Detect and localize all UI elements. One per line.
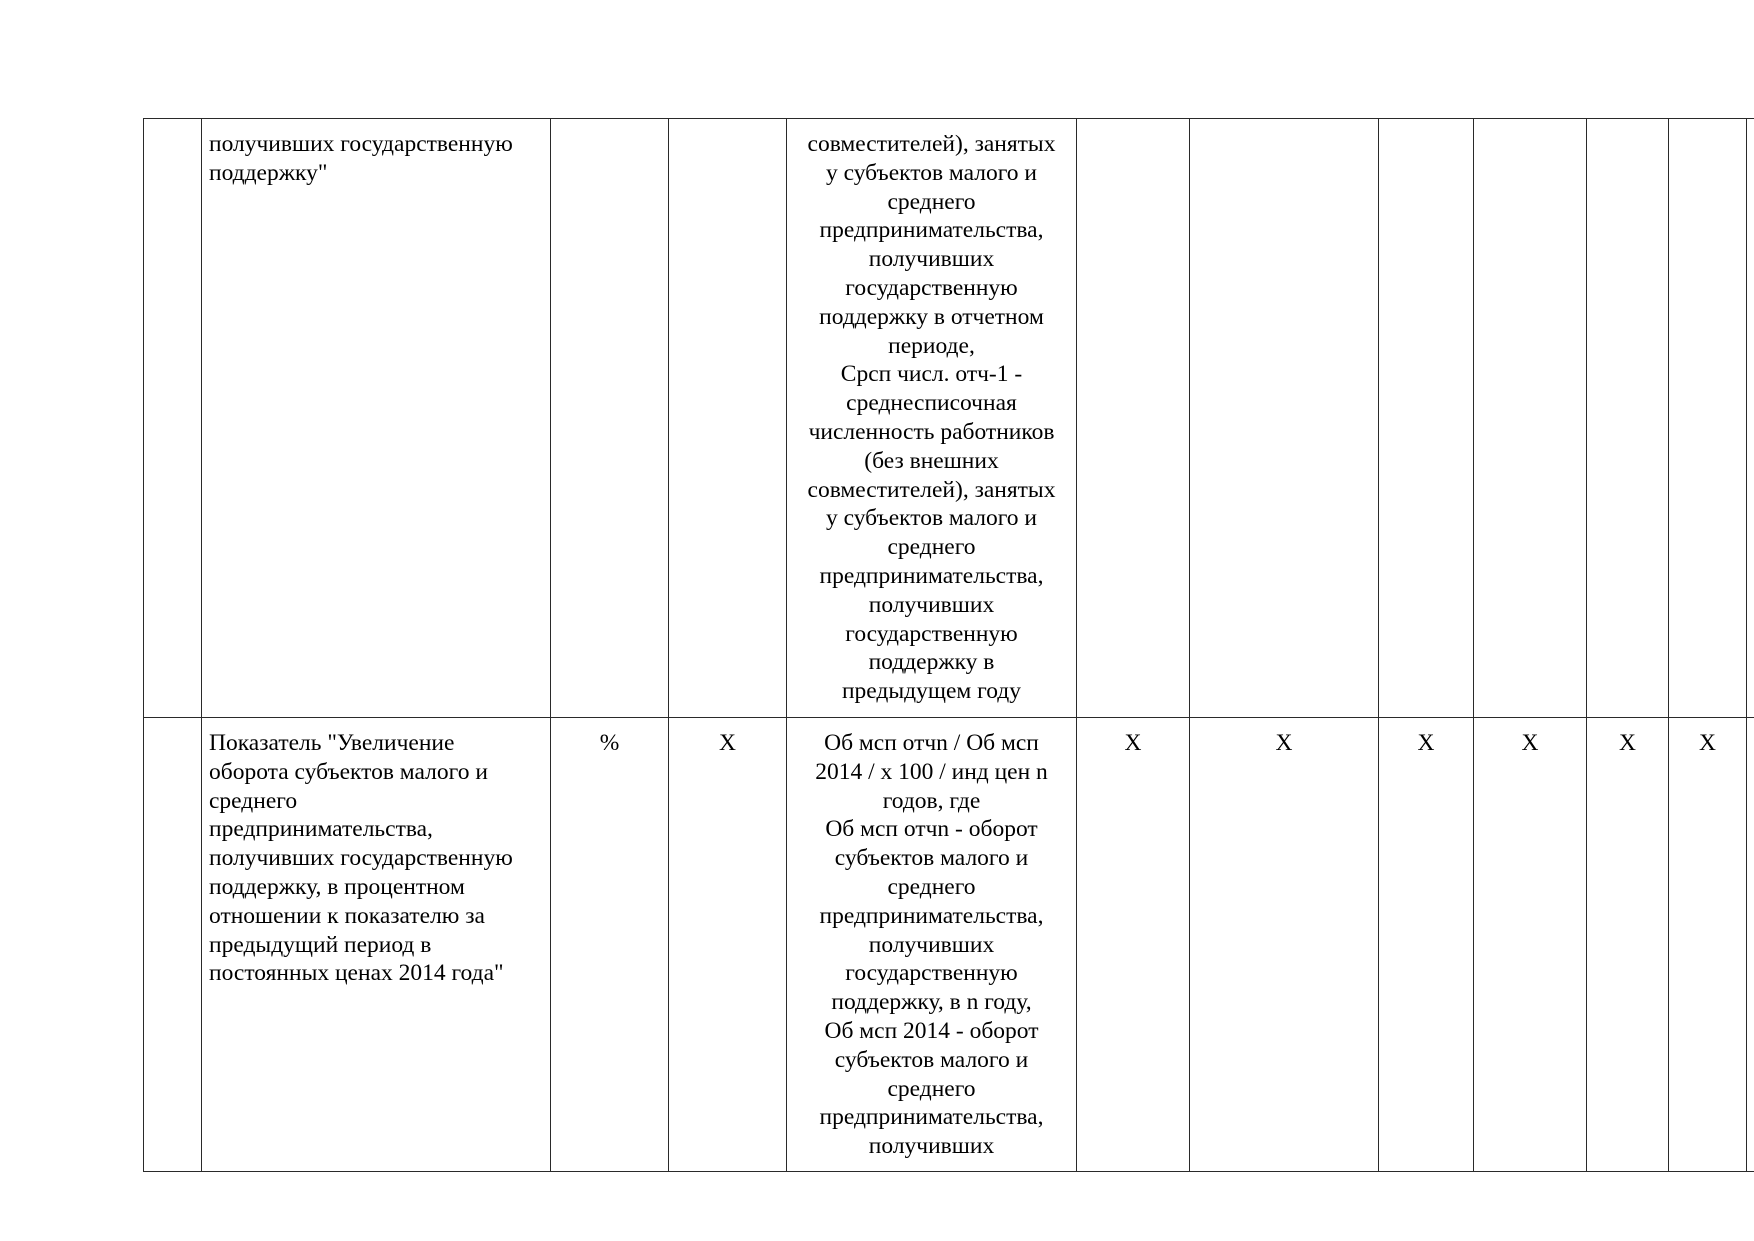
text-line: государственную (845, 620, 1018, 647)
unit-cell (551, 119, 669, 718)
value-cell (1077, 119, 1190, 718)
text-line: среднего (887, 534, 976, 561)
text-line: среднего (887, 1075, 976, 1102)
value-cell (1587, 119, 1669, 718)
text-line: Показатель "Увеличение (209, 730, 455, 756)
text-line: поддержку" (209, 159, 328, 186)
indicator-name-cell (202, 119, 551, 718)
text-line: поддержку в (868, 649, 995, 676)
text-line: получивших государственную (209, 845, 513, 872)
text-line: совместителей), занятых (807, 131, 1056, 157)
value-cell (1669, 119, 1747, 718)
text-line: поддержку в отчетном (819, 303, 1044, 330)
text-line: среднесписочная (846, 390, 1017, 417)
text-line: Об мсп 2014 - оборот (824, 1017, 1039, 1044)
value-cell: Х (1587, 718, 1669, 1172)
value-cell (1379, 119, 1474, 718)
text-line: получивших (868, 591, 995, 618)
text-line: отношении к показателю за (209, 902, 485, 929)
text-line: среднего (209, 787, 298, 814)
text-line: периоде, (888, 332, 975, 359)
text-line: предпринимательства, (819, 562, 1044, 589)
text-line: совместителей), занятых (807, 476, 1056, 503)
text-line: среднего (887, 873, 976, 900)
value-cell (1474, 119, 1587, 718)
text-line: получивших (868, 1133, 995, 1160)
indicators-table (143, 118, 1754, 1172)
text-line: предпринимательства, (819, 217, 1044, 244)
formula-cell (787, 718, 1077, 1172)
text-line: Об мсп отчn - оборот (825, 816, 1038, 843)
value-cell: Х (669, 718, 787, 1172)
text-line: государственную (845, 960, 1018, 987)
text-line: субъектов малого и (834, 1046, 1029, 1073)
indicator-name-cell (202, 718, 551, 1172)
text-line: предыдущий период в (209, 931, 432, 958)
value-cell: Х (1379, 718, 1474, 1172)
clipped-cell (1747, 119, 1754, 718)
text-line: предпринимательства, (819, 902, 1044, 929)
text-line: предпринимательства, (819, 1104, 1044, 1131)
text-line: субъектов малого и (834, 845, 1029, 872)
value-cell: Х (1669, 718, 1747, 1172)
text-line: у субъектов малого и (825, 159, 1037, 186)
text-line: предыдущем году (841, 678, 1021, 705)
text-line: численность работников (808, 418, 1055, 445)
table-row (144, 718, 1754, 1172)
unit-cell: % (551, 718, 669, 1172)
text-line: постоянных ценах 2014 года" (209, 960, 504, 987)
value-cell (1190, 119, 1379, 718)
text-line: поддержку, в процентном (209, 873, 465, 900)
text-line: получивших (868, 931, 995, 958)
text-line: предпринимательства, (209, 816, 433, 843)
value-cell: Х (1190, 718, 1379, 1172)
value-cell: Х (1474, 718, 1587, 1172)
row-number-cell (144, 119, 202, 718)
text-line: государственную (845, 274, 1018, 301)
text-line: получивших государственную (209, 131, 513, 157)
table-row (144, 119, 1754, 718)
text-line: оборота субъектов малого и (209, 758, 488, 785)
text-line: Срсп числ. отч-1 - (840, 361, 1023, 388)
text-line: получивших (868, 246, 995, 273)
value-cell (669, 119, 787, 718)
clipped-cell (1747, 718, 1754, 1172)
value-cell: Х (1077, 718, 1190, 1172)
text-line: у субъектов малого и (825, 505, 1037, 532)
text-line: 2014 / х 100 / инд цен n (815, 758, 1048, 785)
row-number-cell (144, 718, 202, 1172)
text-line: (без внешних (864, 447, 999, 474)
formula-cell (787, 119, 1077, 718)
text-line: поддержку, в n году, (831, 989, 1032, 1016)
text-line: Об мсп отчn / Об мсп (824, 730, 1039, 756)
text-line: годов, где (882, 787, 981, 814)
text-line: среднего (887, 188, 976, 215)
